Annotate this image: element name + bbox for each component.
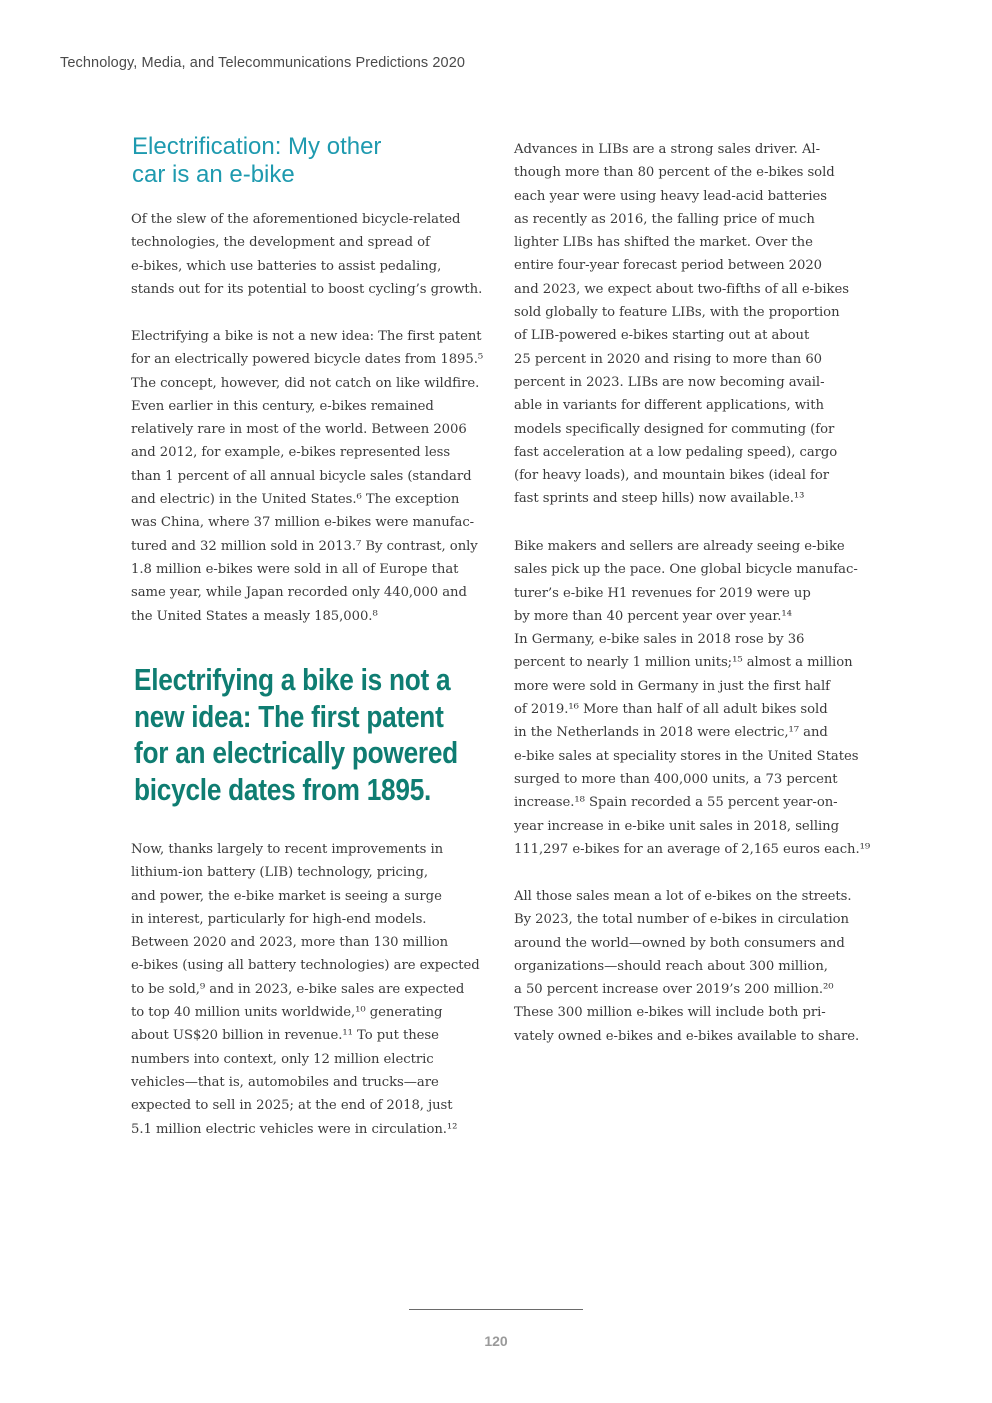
text-line: same year, while Japan recorded only 440,000 and (131, 585, 467, 601)
text-line: to top 40 million units worldwide,¹⁰ generating (131, 1005, 443, 1021)
text-line: and 2023, we expect about two-fifths of all e-bikes (514, 281, 849, 297)
text-line: e-bikes, which use batteries to assist pedaling, (131, 258, 442, 274)
text-line: 111,297 e-bikes for an average of 2,165 euros each.¹⁹ (514, 841, 871, 857)
text-line: 1.8 million e-bikes were sold in all of Europe that (131, 561, 459, 577)
text-line: in interest, particularly for high-end models. (131, 911, 427, 927)
text-line: lithium-ion battery (LIB) technology, pricing, (131, 865, 429, 881)
text-line: vately owned e-bikes and e-bikes available to share. (514, 1028, 860, 1044)
text-line: sales pick up the pace. One global bicycle manufac- (514, 562, 858, 578)
text-line: These 300 million e-bikes will include both pri- (514, 1005, 826, 1021)
text-line: was China, where 37 million e-bikes were manufac- (131, 515, 475, 531)
text-line: models specifically designed for commuting (for (514, 421, 835, 437)
text-line: to be sold,⁹ and in 2023, e-bike sales are expected (131, 981, 465, 997)
text-line: 5.1 million electric vehicles were in circulation.¹² (131, 1121, 458, 1137)
text-line: year increase in e-bike unit sales in 2018, selling (514, 818, 840, 834)
text-line: organizations—should reach about 300 million, (514, 958, 828, 974)
text-line: Even earlier in this century, e-bikes remained (131, 398, 434, 414)
text-line: increase.¹⁸ Spain recorded a 55 percent year-on- (514, 795, 838, 811)
text-line: lighter LIBs has shifted the market. Over the (514, 235, 813, 251)
paragraph-circulation (514, 885, 864, 1048)
text-line: Of the slew of the aforementioned bicycle-related (131, 212, 461, 227)
text-line: each year were using heavy lead-acid batteries (514, 188, 827, 204)
text-line: Bike makers and sellers are already seeing e-bike (514, 539, 845, 554)
text-line: In Germany, e-bike sales in 2018 rose by 36 (514, 632, 805, 648)
text-line: relatively rare in most of the world. Between 2006 (131, 422, 467, 438)
text-line: By 2023, the total number of e-bikes in circulation (514, 912, 849, 928)
pull-quote (134, 662, 458, 808)
text-line: for an electrically powered (134, 736, 458, 770)
footer-divider (409, 1309, 583, 1310)
text-line: by more than 40 percent year over year.¹⁴ (514, 608, 792, 624)
text-line: tured and 32 million sold in 2013.⁷ By contrast, only (131, 538, 478, 554)
text-line: percent to nearly 1 million units;¹⁵ almost a million (514, 655, 853, 671)
text-line: numbers into context, only 12 million electric (131, 1051, 434, 1067)
paragraph-lib-advances (514, 138, 864, 511)
text-line: stands out for its potential to boost cycling’s growth. (131, 281, 483, 297)
text-line: and power, the e-bike market is seeing a surge (131, 888, 442, 904)
text-line: 25 percent in 2020 and rising to more than 60 (514, 351, 823, 367)
text-line: (for heavy loads), and mountain bikes (ideal for (514, 468, 829, 484)
text-line: Electrifying a bike is not a new idea: The first patent (131, 329, 482, 344)
paragraph-market-surge (131, 838, 481, 1141)
text-line: as recently as 2016, the falling price of much (514, 211, 815, 227)
text-line: sold globally to feature LIBs, with the proportion (514, 305, 840, 321)
text-line: for an electrically powered bicycle dates from 1895.⁵ (131, 352, 484, 368)
text-line: though more than 80 percent of the e-bikes sold (514, 165, 835, 181)
text-line: Advances in LIBs are a strong sales driver. Al- (514, 142, 821, 157)
text-line: entire four-year forecast period between 2020 (514, 258, 823, 274)
text-line: fast sprints and steep hills) now available.¹³ (514, 491, 805, 507)
running-header: Technology, Media, and Telecommunications Predictions 2020 (60, 55, 466, 71)
text-line: bicycle dates from 1895. (134, 772, 432, 807)
section-title-line: Electrification: My other (132, 133, 382, 160)
page-number: 120 (484, 1333, 508, 1349)
text-line: about US$20 billion in revenue.¹¹ To put these (131, 1028, 439, 1044)
text-line: than 1 percent of all annual bicycle sales (standard (131, 468, 472, 484)
text-line: of LIB-powered e-bikes starting out at about (514, 328, 810, 344)
paragraph-sales-pace (514, 535, 871, 861)
text-line: a 50 percent increase over 2019’s 200 million.²⁰ (514, 982, 834, 998)
text-line: e-bikes (using all battery technologies) are expected (131, 958, 480, 974)
text-line: new idea: The first patent (134, 699, 444, 734)
text-line: and 2012, for example, e-bikes represented less (131, 445, 451, 461)
text-line: expected to sell in 2025; at the end of 2018, just (131, 1098, 453, 1114)
paragraph-intro (131, 208, 481, 301)
section-title (132, 133, 462, 189)
text-line: Electrifying a bike is not a (134, 663, 451, 697)
text-line: surged to more than 400,000 units, a 73 percent (514, 771, 838, 787)
text-line: e-bike sales at speciality stores in the United States (514, 748, 859, 764)
text-line: able in variants for different applications, with (514, 398, 824, 414)
text-line: fast acceleration at a low pedaling speed), cargo (514, 444, 838, 460)
text-line: Between 2020 and 2023, more than 130 million (131, 935, 449, 951)
text-line: technologies, the development and spread of (131, 235, 430, 251)
text-line: The concept, however, did not catch on like wildfire. (131, 375, 480, 391)
text-line: Now, thanks largely to recent improvements in (131, 842, 444, 857)
text-line: of 2019.¹⁶ More than half of all adult bikes sold (514, 702, 828, 718)
text-line: turer’s e-bike H1 revenues for 2019 were up (514, 585, 811, 601)
text-line: percent in 2023. LIBs are now becoming avail- (514, 374, 825, 390)
text-line: vehicles—that is, automobiles and trucks—are (131, 1074, 439, 1090)
text-line: All those sales mean a lot of e-bikes on the streets. (514, 889, 852, 904)
section-title-line: car is an e-bike (132, 161, 295, 188)
text-line: and electric) in the United States.⁶ The exception (131, 492, 460, 508)
text-line: around the world—owned by both consumers and (514, 935, 845, 951)
paragraph-history (131, 325, 484, 628)
text-line: the United States a measly 185,000.⁸ (131, 608, 378, 624)
text-line: in the Netherlands in 2018 were electric,¹⁷ and (514, 725, 828, 741)
text-line: more were sold in Germany in just the first half (514, 678, 830, 694)
